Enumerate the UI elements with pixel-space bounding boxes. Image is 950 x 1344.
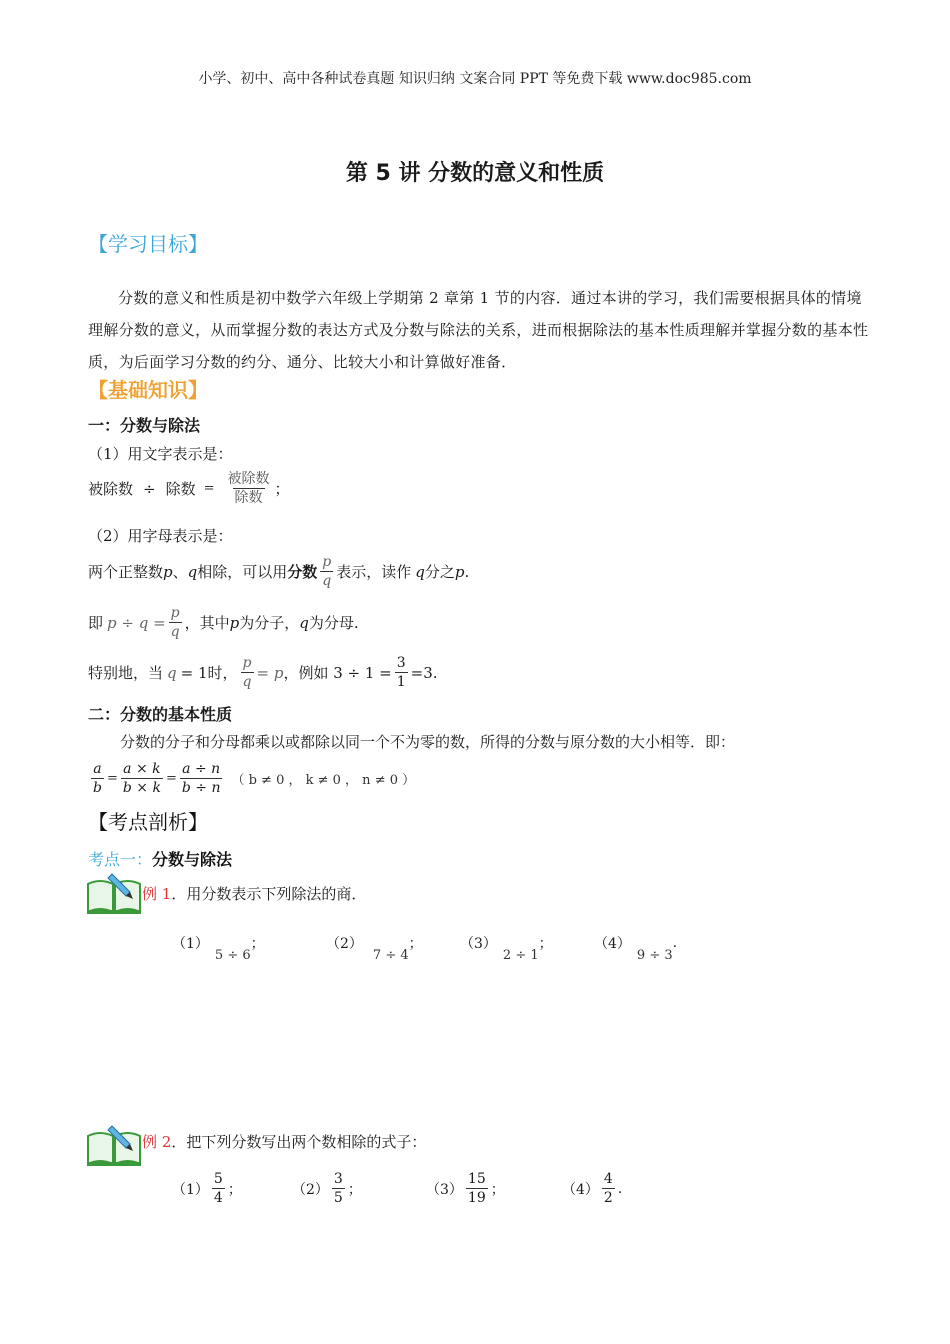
fraction-p-over-q (169, 604, 182, 641)
section1-word-formula (88, 470, 290, 507)
page-header: 小学、初中、高中各种试卷真题 知识归纳 文案合同 PPT 等免费下载 www.doc985.com (198, 71, 752, 87)
text: ，例如 3 ÷ 1 = (283, 664, 392, 682)
text: 、 (172, 563, 188, 581)
item-end: ； (538, 935, 553, 952)
book-pencil-icon (86, 870, 142, 916)
section2-p1: 分数的分子和分母都乘以或都除以同一个不为零的数，所得的分数与原分数的大小相等．即： (120, 733, 736, 751)
example1-item (594, 922, 677, 963)
example2-label: 例 2 (142, 1133, 172, 1151)
numerator: p (322, 554, 332, 570)
text: 时， (207, 664, 238, 682)
equals-sign: = (165, 771, 177, 786)
equals-sign: = (106, 771, 118, 786)
example2-item (292, 1170, 362, 1207)
book-pencil-icon (86, 1122, 142, 1168)
math-expr: p ÷ q = (107, 613, 166, 632)
item-fraction (602, 1170, 615, 1207)
item-fraction (332, 1170, 345, 1207)
item-number: （1） (172, 1181, 209, 1198)
example2-item (172, 1170, 242, 1207)
text: = 1 (180, 663, 208, 682)
example1-item (326, 922, 423, 963)
example1-text: ．用分数表示下列除法的商． (171, 885, 367, 903)
item-expr: 9 ÷ 3 (636, 948, 673, 963)
var-q: q (187, 562, 198, 581)
text: 为分母. (308, 614, 359, 632)
var-q: q (167, 663, 177, 682)
denominator: b × k (122, 780, 161, 796)
numerator: p (242, 655, 252, 671)
fraction-3-over-1 (395, 654, 408, 691)
fraction-p-over-q (320, 553, 333, 590)
item-end: ； (490, 1181, 505, 1198)
condition-text: （ b ≠ 0 ， k ≠ 0 ， n ≠ 0 ） (231, 773, 416, 788)
semicolon: ； (274, 480, 290, 498)
text: . (464, 562, 470, 581)
numerator: a × k (123, 761, 161, 777)
word-fraction (226, 470, 272, 507)
numerator: a ÷ n (182, 761, 221, 777)
denominator: b (93, 780, 102, 796)
numerator: p (170, 605, 180, 621)
kaodian-label: 考点一： (88, 850, 153, 869)
denominator: 4 (213, 1190, 223, 1206)
numerator: 3 (396, 655, 406, 671)
section1-p2: （2）用字母表示是： (88, 527, 233, 545)
item-number: （2） (326, 935, 363, 952)
var-q: q (299, 613, 309, 632)
item-number: （1） (172, 935, 209, 952)
divisor-text: 除数 (165, 480, 196, 498)
section1-p5 (88, 654, 438, 691)
denominator: 2 (603, 1190, 613, 1206)
denominator: 1 (396, 674, 406, 690)
text: 为分子， (239, 614, 300, 632)
item-fraction (466, 1170, 488, 1207)
item-end: . (617, 1180, 623, 1197)
example2-item (562, 1170, 622, 1207)
text: =3. (410, 663, 438, 682)
example1-item (460, 922, 553, 963)
dividend-text: 被除数 (88, 480, 134, 498)
fraction-p-over-q (241, 654, 254, 691)
page-title: 第 5 讲 分数的意义和性质 (345, 161, 605, 186)
section1-p4 (88, 604, 359, 641)
section2-heading: 二：分数的基本性质 (88, 705, 233, 724)
analysis-heading: 【考点剖析】 (88, 810, 208, 834)
kaodian-heading (88, 847, 232, 870)
example2-text: ．把下列分数写出两个数相除的式子： (171, 1133, 427, 1151)
item-expr: 2 ÷ 1 (502, 948, 539, 963)
example1-item (172, 922, 265, 963)
denominator: 19 (467, 1190, 486, 1206)
intro-paragraph: 分数的意义和性质是初中数学六年级上学期第 2 章第 1 节的内容．通过本讲的学习，我们需要根据具体的情境理解分数的意义，从而掌握分数的表达方式及分数与除法的关系，进而根据除法的基本性质理解并掌握分数的基本性质，为后面学习分数的约分、通分、比较大小和计算做好准备． (88, 289, 869, 371)
denominator: q (242, 674, 252, 690)
text: 分之 (424, 563, 455, 581)
denominator: q (322, 573, 332, 589)
numerator: a (93, 761, 102, 777)
word-fraction-denominator: 除数 (234, 490, 263, 506)
divide-sign: ÷ (143, 479, 156, 498)
item-end: ； (250, 935, 265, 952)
item-fraction (212, 1170, 225, 1207)
text: 相除，可以用 (197, 563, 288, 581)
word-fraction-numerator: 被除数 (227, 471, 270, 487)
item-number: （4） (594, 935, 631, 952)
math-expr: = p (256, 663, 284, 682)
item-number: （2） (292, 1181, 329, 1198)
numerator: 4 (603, 1171, 613, 1187)
var-p: p (454, 562, 465, 581)
item-expr: 7 ÷ 4 (372, 948, 409, 963)
basics-heading: 【基础知识】 (88, 378, 208, 402)
bold-fraction-word: 分数 (287, 563, 318, 581)
numerator: 3 (333, 1171, 343, 1187)
denominator: q (170, 624, 180, 640)
item-end: ； (227, 1181, 242, 1198)
fraction-an-over-bn (180, 760, 223, 797)
numerator: 15 (467, 1171, 486, 1187)
section1-heading: 一：分数与除法 (88, 416, 201, 435)
item-number: （4） (562, 1181, 599, 1198)
item-number: （3） (426, 1181, 463, 1198)
goals-heading: 【学习目标】 (88, 232, 208, 256)
item-number: （3） (460, 935, 497, 952)
section1-p1: （1）用文字表示是： (88, 445, 233, 463)
var-p: p (229, 613, 240, 632)
fraction-a-over-b (91, 760, 104, 797)
item-end: . (672, 934, 678, 951)
example1-label: 例 1 (142, 885, 172, 903)
text: ，其中 (184, 614, 230, 632)
example1-prompt (142, 883, 366, 904)
section2-formula (88, 760, 415, 797)
fraction-ak-over-bk (121, 760, 163, 797)
text: 即 (88, 614, 104, 632)
item-end: ； (408, 935, 423, 952)
kaodian-title: 分数与除法 (152, 850, 233, 869)
section1-p3 (88, 553, 469, 590)
text: 特别地，当 (88, 664, 164, 682)
var-q: q (415, 562, 425, 581)
example2-prompt (142, 1131, 426, 1152)
item-expr: 5 ÷ 6 (214, 948, 251, 963)
item-end: ； (347, 1181, 362, 1198)
example2-item (426, 1170, 505, 1207)
numerator: 5 (213, 1171, 223, 1187)
var-p: p (163, 562, 173, 581)
text: 两个正整数 (88, 563, 164, 581)
denominator: b ÷ n (181, 780, 221, 796)
denominator: 5 (333, 1190, 343, 1206)
text: 表示，读作 (336, 563, 412, 581)
equals-sign: = (203, 481, 215, 496)
